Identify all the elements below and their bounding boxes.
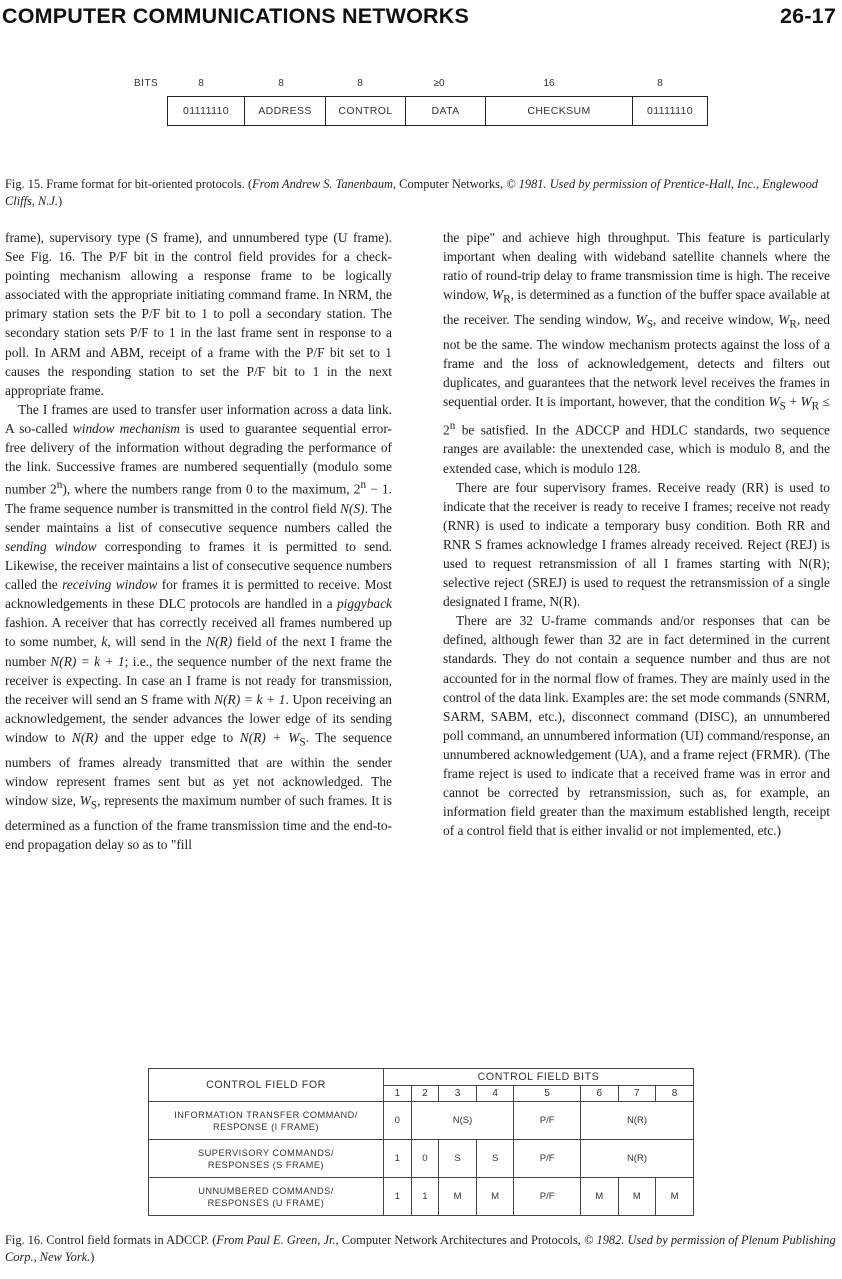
bitcount-control: 8 — [357, 78, 363, 89]
cell-bit-4: M — [476, 1178, 514, 1216]
bit-number: 3 — [439, 1086, 477, 1102]
cell-bit-7: M — [618, 1178, 656, 1216]
right-column — [443, 228, 830, 840]
bitcount-flag-start: 8 — [198, 78, 204, 89]
bit-number: 1 — [384, 1086, 412, 1102]
cell-nr: N(R) — [580, 1140, 693, 1178]
frame-field-control: CONTROL — [326, 97, 406, 125]
cell-bit-2: 1 — [411, 1178, 439, 1216]
bit-number: 5 — [514, 1086, 581, 1102]
caption-suffix: ) — [90, 1250, 95, 1264]
bit-number: 6 — [580, 1086, 618, 1102]
cell-pf: P/F — [514, 1178, 581, 1216]
bit-number: 2 — [411, 1086, 439, 1102]
cell-nr: N(R) — [580, 1102, 693, 1140]
bits-label: BITS — [134, 78, 159, 89]
cell-bit-4: S — [476, 1140, 514, 1178]
frame-field-row — [167, 96, 708, 126]
cell-ns: N(S) — [411, 1102, 514, 1140]
row-label: INFORMATION TRANSFER COMMAND/ RESPONSE (I FRAME) — [149, 1102, 384, 1140]
caption-source-rest: © 1982. Used by permission of Plenum Publishing Corp., New York. — [5, 1233, 836, 1264]
paragraph: frame), supervisory type (S frame), and unnumbered type (U frame). See Fig. 16. The P/F bit in the control field provides for a check-pointing mechanism allowing a response frame to be logically associated with the appropriate initiating command frame. In NRM, the primary station sets the P/F bit to 1 to poll a secondary station. The secondary station sets P/F to 1 in the last frame sent in response to a poll. In ARM and ABM, receipt of a frame with the P/F bit set to 1 causes the responding station to set the P/F bit to 1 in the next appropriate frame. — [5, 230, 392, 398]
bitcount-flag-end: 8 — [657, 78, 663, 89]
frame-field-checksum: CHECKSUM — [486, 97, 633, 125]
cell-bit-6: M — [580, 1178, 618, 1216]
caption-text: Fig. 15. Frame format for bit-oriented protocols. ( — [5, 177, 253, 191]
caption-source-title: Computer Networks, — [396, 177, 507, 191]
bitcount-checksum: 16 — [543, 78, 555, 89]
cell-bit-3: M — [439, 1178, 477, 1216]
paragraph: There are 32 U-frame commands and/or responses that can be defined, although fewer than 32 are in fact determined in the current standards. They do not contain a sequence number and thus are not accounted for in the normal flow of frames. They are mainly used in the control of the data link. Examples are: the set mode commands (SNRM, SARM, SABM, etc.), disconnect command (DISC), an unnumbered poll command, an unnumbered information (UI) command/response, an unnumbered acknowledgement (UA), and a frame reject (FRMR). (The frame reject is used to indicate that a received frame was in error and cannot be corrected by retransmission, such as, for example, an information field greater than the maximum established length, receipt of a control field that is either invalid or not implemented, etc.) — [443, 613, 830, 839]
cell-bit-1: 1 — [384, 1140, 412, 1178]
table-row-u-frame — [149, 1178, 694, 1216]
table-row-i-frame — [149, 1102, 694, 1140]
figure-16-caption — [5, 1232, 837, 1266]
bit-number: 4 — [476, 1086, 514, 1102]
cell-bit-1: 0 — [384, 1102, 412, 1140]
cell-pf: P/F — [514, 1102, 581, 1140]
bitcount-data: ≥0 — [433, 78, 445, 89]
cell-pf: P/F — [514, 1140, 581, 1178]
figure-15-caption — [5, 176, 837, 210]
running-head — [0, 0, 842, 32]
caption-source-rest: © 1981. Used by permission of Prentice-Hall, Inc., Englewood Cliffs, N.J. — [5, 177, 818, 208]
frame-field-flag-end: 01111110 — [646, 105, 694, 117]
row-label: SUPERVISORY COMMANDS/ RESPONSES (S FRAME) — [149, 1140, 384, 1178]
caption-suffix: ) — [58, 194, 63, 208]
bitcount-address: 8 — [278, 78, 284, 89]
cell-bit-8: M — [656, 1178, 694, 1216]
bit-number: 8 — [656, 1086, 694, 1102]
paragraph: The I frames are used to transfer user information across a data link. A so-called window mechanism is used to guarantee sequential error-free delivery of the information without degrading the performance of the link. Successive frames are numbered sequentially (modulo some number 2$^n$), where the numbers range from 0 to the maximum, $2^n - 1$. The frame sequence number is transmitted in the control field N(S). The sender maintains a list of consecutive sequence numbers called the sending window corresponding to frames it is permitted to send. Likewise, the receiver maintains a list of consecutive sequence numbers called the receiving window for frames it is permitted to receive. Most acknowledgements in these DLC protocols are handled in a piggyback fashion. A receiver that has correctly received all frames numbered up to some number, k, will send in the N(R) field of the next I frame the number N(R) = k + 1; i.e., the sequence number of the next frame the receiver is expecting. In case an I frame is not ready for transmission, the receiver will send an S frame with N(R) = k + 1. Upon receiving an acknowledgement, the sender advances the lower edge of its sending window to N(R) and the upper edge to $N(R) + W_S$. The sequence numbers of frames already transmitted that are within the sender window represent frames sent but as yet not acknowledged. The window size, $W_S$, represents the maximum number of such frames. It is determined as a function of the frame transmission time and the end-to-end propagation delay so as to "fill — [5, 401, 392, 852]
frame-field-address: ADDRESS — [245, 97, 326, 125]
header-control-field-for: CONTROL FIELD FOR — [149, 1069, 384, 1102]
frame-field-flag-start: 01111110 — [168, 97, 245, 125]
cell-bit-3: S — [439, 1140, 477, 1178]
left-column — [5, 228, 392, 854]
frame-field-data: DATA — [406, 97, 486, 125]
page-number: 26-17 — [780, 4, 836, 28]
figure-15-frame-format — [110, 74, 720, 138]
caption-source-title: Computer Network Architectures and Protocols, — [338, 1233, 584, 1247]
table-row-s-frame — [149, 1140, 694, 1178]
table-header-row — [149, 1069, 694, 1086]
paragraph: There are four supervisory frames. Receive ready (RR) is used to indicate that the receiver is ready to receive I frames; receive not ready (RNR) is used to indicate a temporary busy condition. Both RR and RNR S frames acknowledge I frames already received. Reject (REJ) is used to request retransmission of all I frames starting with N(R); selective reject (SREJ) is used to request the retransmission of a single designated I frame, N(R). — [443, 479, 830, 610]
figure-16-control-field-table — [148, 1068, 694, 1216]
row-label: UNNUMBERED COMMANDS/ RESPONSES (U FRAME) — [149, 1178, 384, 1216]
bit-number: 7 — [618, 1086, 656, 1102]
caption-source-author: From Paul E. Green, Jr., — [216, 1233, 339, 1247]
paragraph: the pipe" and achieve high throughput. This feature is particularly important when dealing with wideband satellite channels where the ratio of round-trip delay to frame transmission time is high. The receive window, $W_R$, is determined as a function of the buffer space available at the receiver. The sending window, $W_S$, and receive window, $W_R$, need not be the same. The window mechanism protects against the loss of a frame and the loss of acknowledgement, detects and filters out duplicates, and guarantees that the network level receives the frames in sequential order. It is important, however, that the condition $W_S + W_R \le 2^n$ be satisfied. In the ADCCP and HDLC standards, two sequence ranges are available: the unextended case, which is modulo 8, and the extended case, which is modulo 128. — [443, 230, 830, 476]
cell-bit-1: 1 — [384, 1178, 412, 1216]
caption-text: Fig. 16. Control field formats in ADCCP. ( — [5, 1233, 217, 1247]
header-control-field-bits: CONTROL FIELD BITS — [384, 1069, 694, 1086]
running-head-title: COMPUTER COMMUNICATIONS NETWORKS — [2, 4, 470, 28]
caption-source-author: From Andrew S. Tanenbaum, — [252, 177, 397, 191]
cell-bit-2: 0 — [411, 1140, 439, 1178]
